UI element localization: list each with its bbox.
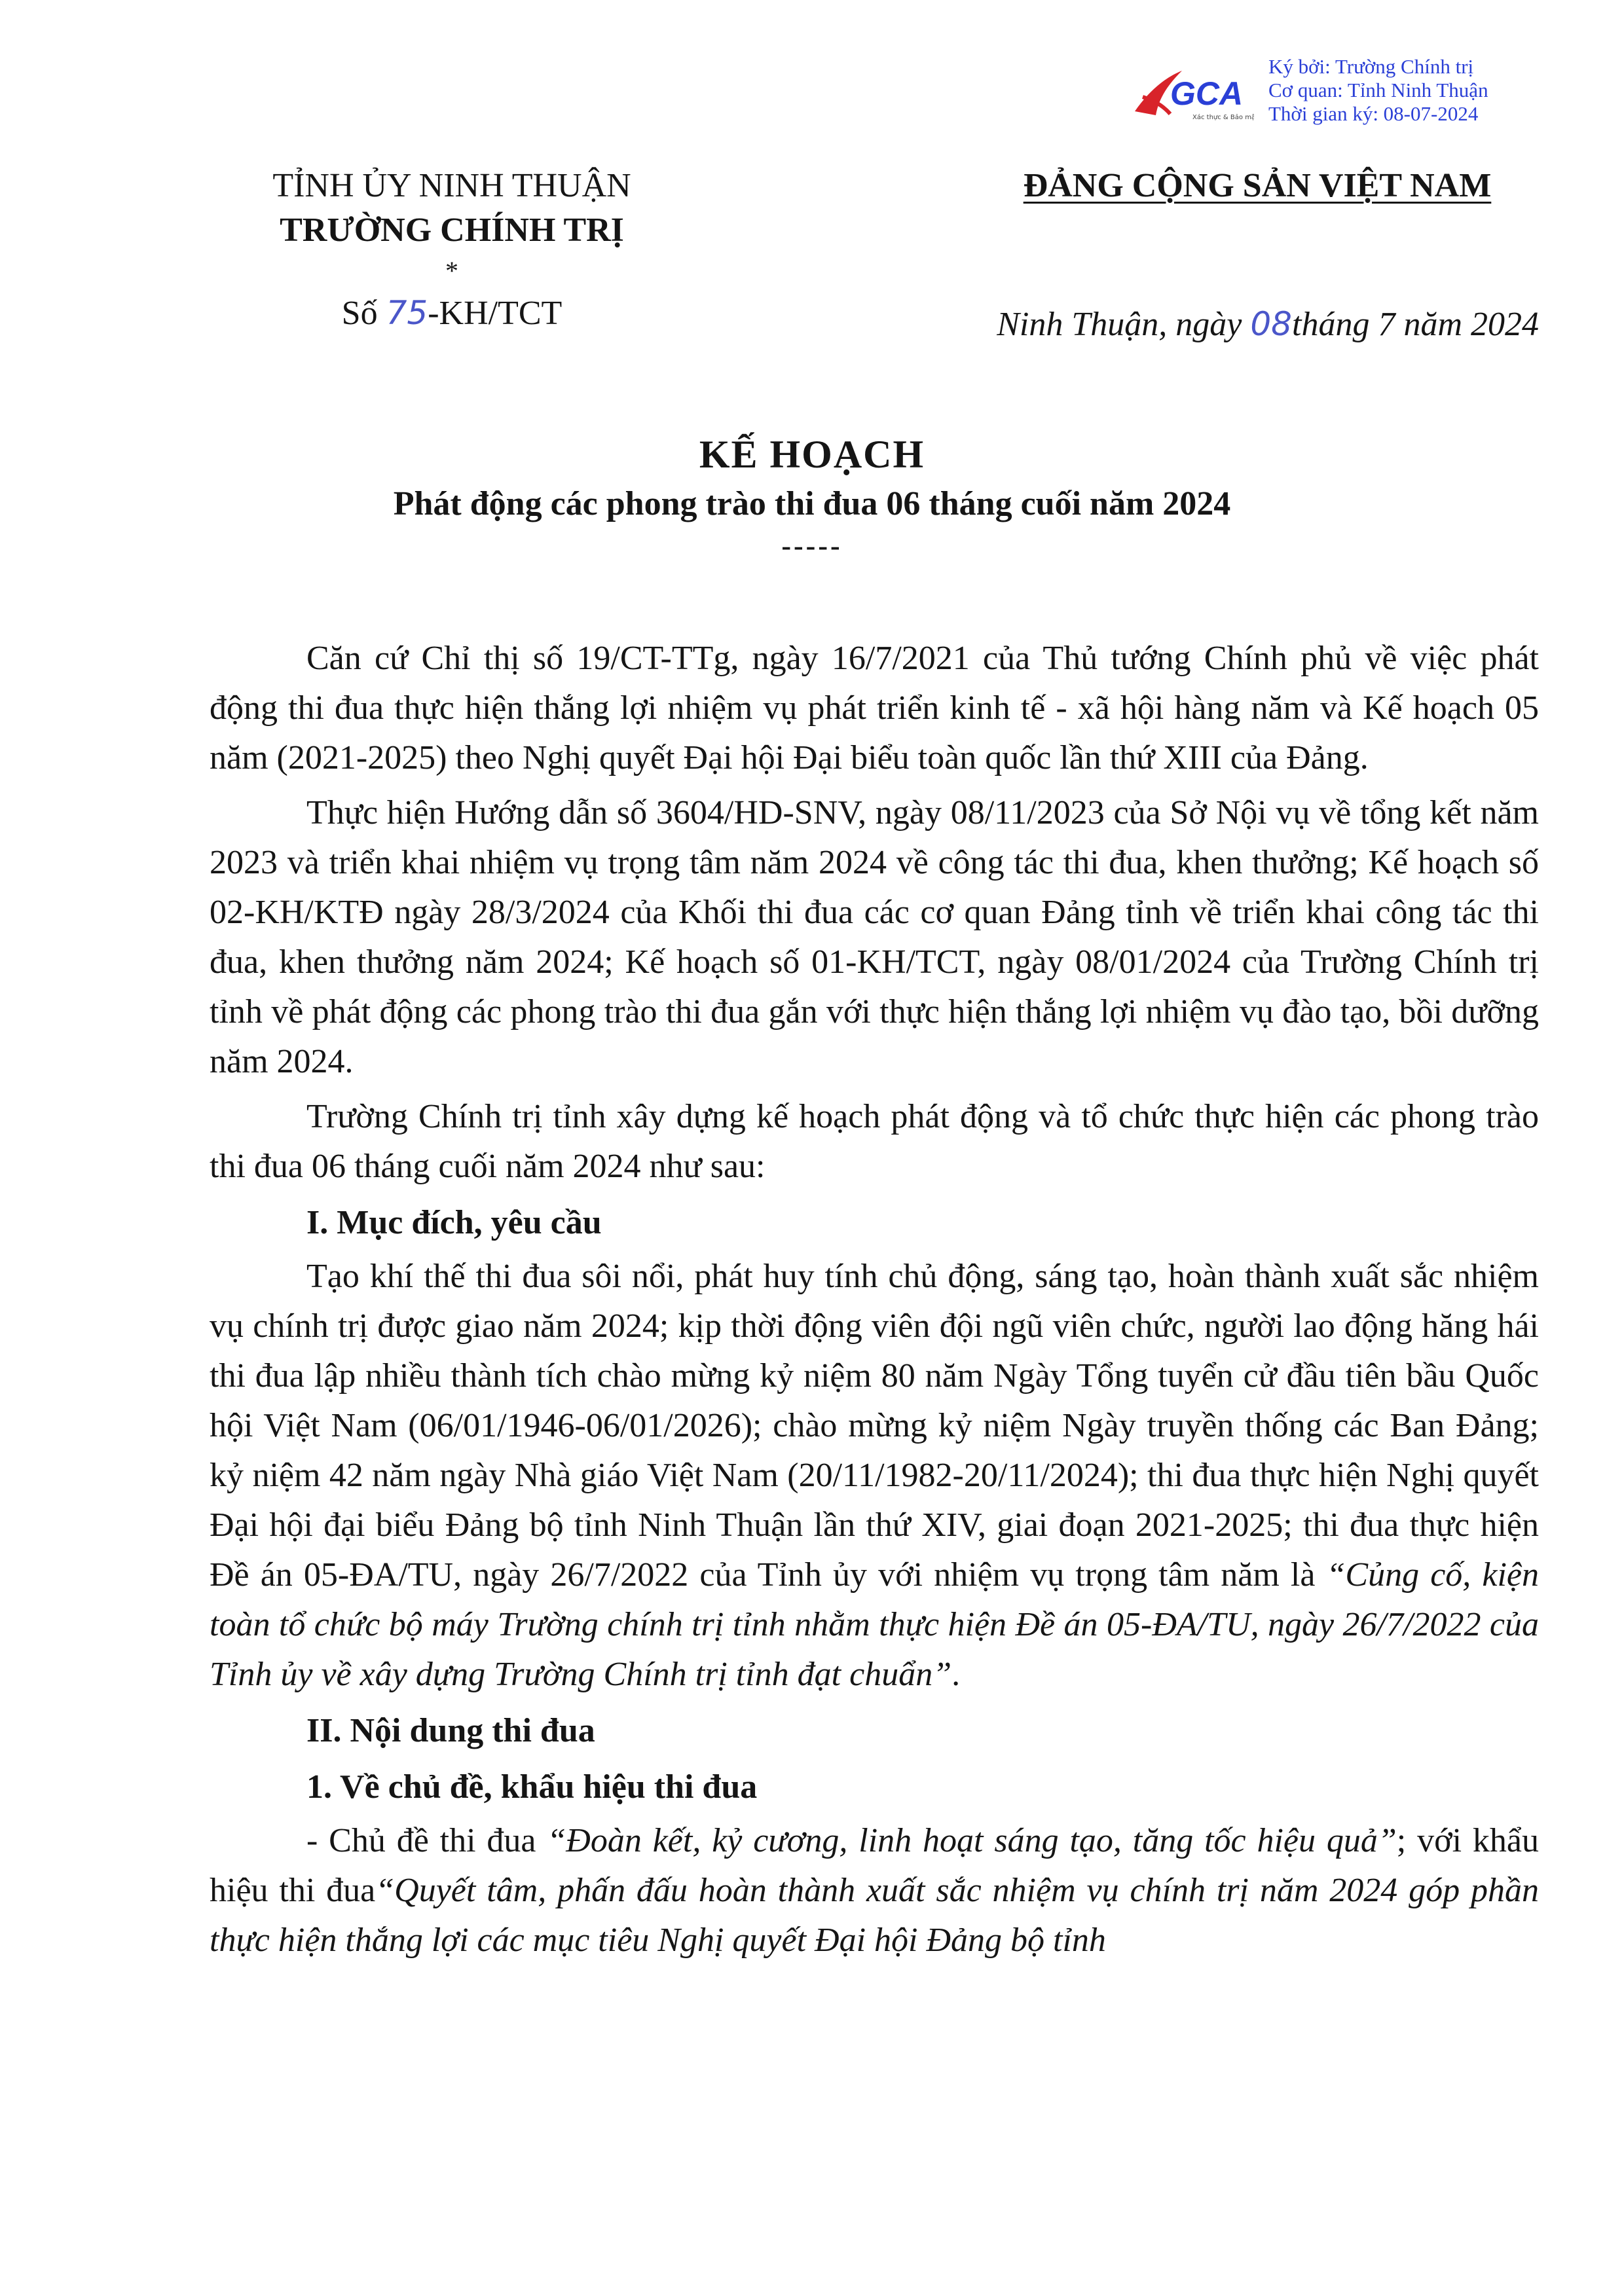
document-subtitle: Phát động các phong trào thi đua 06 tháng cuối năm 2024 (393, 485, 1231, 522)
date-suffix: tháng 7 năm 2024 (1292, 306, 1539, 343)
gca-logo-text: GCA (1170, 75, 1244, 112)
org-name: TRƯỜNG CHÍNH TRỊ (280, 211, 624, 249)
paragraph-legal-basis: Căn cứ Chỉ thị số 19/CT-TTg, ngày 16/7/2021 của Thủ tướng Chính phủ về việc phát động thi đua thực hiện thắng lợi nhiệm vụ phát triển kinh tế - xã hội hàng năm và Kế hoạch 05 năm (2021-2025) theo Nghị quyết Đại hội Đại biểu toàn quốc lần thứ XIII của Đảng. (210, 640, 1539, 776)
digital-signature-info (1268, 55, 1488, 126)
theme-quote: “Đoàn kết, kỷ cương, linh hoạt sáng tạo, tăng tốc hiệu quả” (547, 1822, 1397, 1859)
signing-time: Thời gian ký: 08-07-2024 (1268, 102, 1479, 125)
number-handwritten: 75 (386, 294, 428, 332)
theme-label: - Chủ đề thi đua (306, 1822, 547, 1859)
date-day-handwritten: 08 (1250, 305, 1292, 343)
gca-logo-caption: Xác thực & Bảo mật (1192, 114, 1254, 121)
signed-by: Ký bởi: Trường Chính trị (1268, 55, 1474, 78)
number-suffix: -KH/TCT (428, 295, 563, 332)
paragraph-plan-intro: Trường Chính trị tỉnh xây dựng kế hoạch phát động và tổ chức thực hiện các phong trào thi đua 06 tháng cuối năm 2024 như sau: (210, 1098, 1539, 1185)
section-heading-content: II. Nội dung thi đua (306, 1712, 595, 1749)
issuing-organization (216, 164, 688, 336)
document-title: KẾ HOẠCH (699, 433, 925, 476)
document-number (216, 291, 688, 336)
party-header (963, 164, 1552, 208)
purpose-end: . (951, 1656, 961, 1693)
section-heading-purpose: I. Mục đích, yêu cầu (306, 1204, 602, 1241)
paragraph-theme (210, 1816, 1539, 1965)
paragraph-implementation: Thực hiện Hướng dẫn số 3604/HD-SNV, ngày 08/11/2023 của Sở Nội vụ về tổng kết năm 2023 và triển khai nhiệm vụ trọng tâm năm 2024 về công tác thi đua, khen thưởng; Kế hoạch số 02-KH/KTĐ ngày 28/3/2024 của Khối thi đua các cơ quan Đảng tỉnh về triển khai công tác thi đua, khen thưởng năm 2024; Kế hoạch số 01-KH/TCT, ngày 08/01/2024 của Trường Chính trị tỉnh về phát động các phong trào thi đua gắn với thực hiện thắng lợi nhiệm vụ đào tạo, bồi dưỡng năm 2024. (210, 794, 1539, 1080)
subsection-heading-theme: 1. Về chủ đề, khẩu hiệu thi đua (306, 1768, 758, 1806)
title-divider: ----- (781, 530, 843, 562)
place-date (851, 305, 1539, 344)
number-prefix: Số (341, 295, 386, 332)
document-body (210, 634, 1539, 1965)
slogan-quote: “Quyết tâm, phấn đấu hoàn thành xuất sắc nhiệm vụ chính trị năm 2024 góp phần thực hiện thắng lợi các mục tiêu Nghị quyết Đại hội Đảng bộ tỉnh (210, 1872, 1539, 1959)
purpose-text: Tạo khí thế thi đua sôi nổi, phát huy tính chủ động, sáng tạo, hoàn thành xuất sắc nhiệm vụ chính trị được giao năm 2024; kịp thời động viên đội ngũ viên chức, người lao động hăng hái thi đua lập nhiều thành tích chào mừng kỷ niệm 80 năm Ngày Tổng tuyển cử đầu tiên bầu Quốc hội Việt Nam (06/01/1946-06/01/2026); chào mừng kỷ niệm Ngày truyền thống các Ban Đảng; kỷ niệm 42 năm ngày Nhà giáo Việt Nam (20/11/1982-20/11/2024); thi đua thực hiện Nghị quyết Đại hội đại biểu Đảng bộ tỉnh Ninh Thuận lần thứ XIV, giai đoạn 2021-2025; thi đua thực hiện Đề án 05-ĐA/TU, ngày 26/7/2022 của Tỉnh ủy với nhiệm vụ trọng tâm năm là (210, 1258, 1539, 1594)
signing-agency: Cơ quan: Tỉnh Ninh Thuận (1268, 79, 1488, 101)
gca-swoosh-icon (1130, 64, 1254, 123)
org-parent: TỈNH ỦY NINH THUẬN (272, 167, 631, 204)
purpose-quote: “Củng cố, kiện toàn tổ chức bộ máy Trường chính trị tỉnh nhằm thực hiện Đề án 05-ĐA/TU, ngày 26/7/2022 của Tỉnh ủy về xây dựng Trường Chính trị tỉnh đạt chuẩn” (210, 1556, 1539, 1693)
star-mark: * (445, 256, 458, 285)
gca-logo (1130, 64, 1254, 123)
paragraph-purpose (210, 1252, 1539, 1700)
date-prefix: Ninh Thuận, ngày (997, 306, 1251, 343)
slogan-label: ; với khẩu hiệu thi đua (210, 1822, 1539, 1909)
party-name: ĐẢNG CỘNG SẢN VIỆT NAM (1023, 167, 1492, 204)
